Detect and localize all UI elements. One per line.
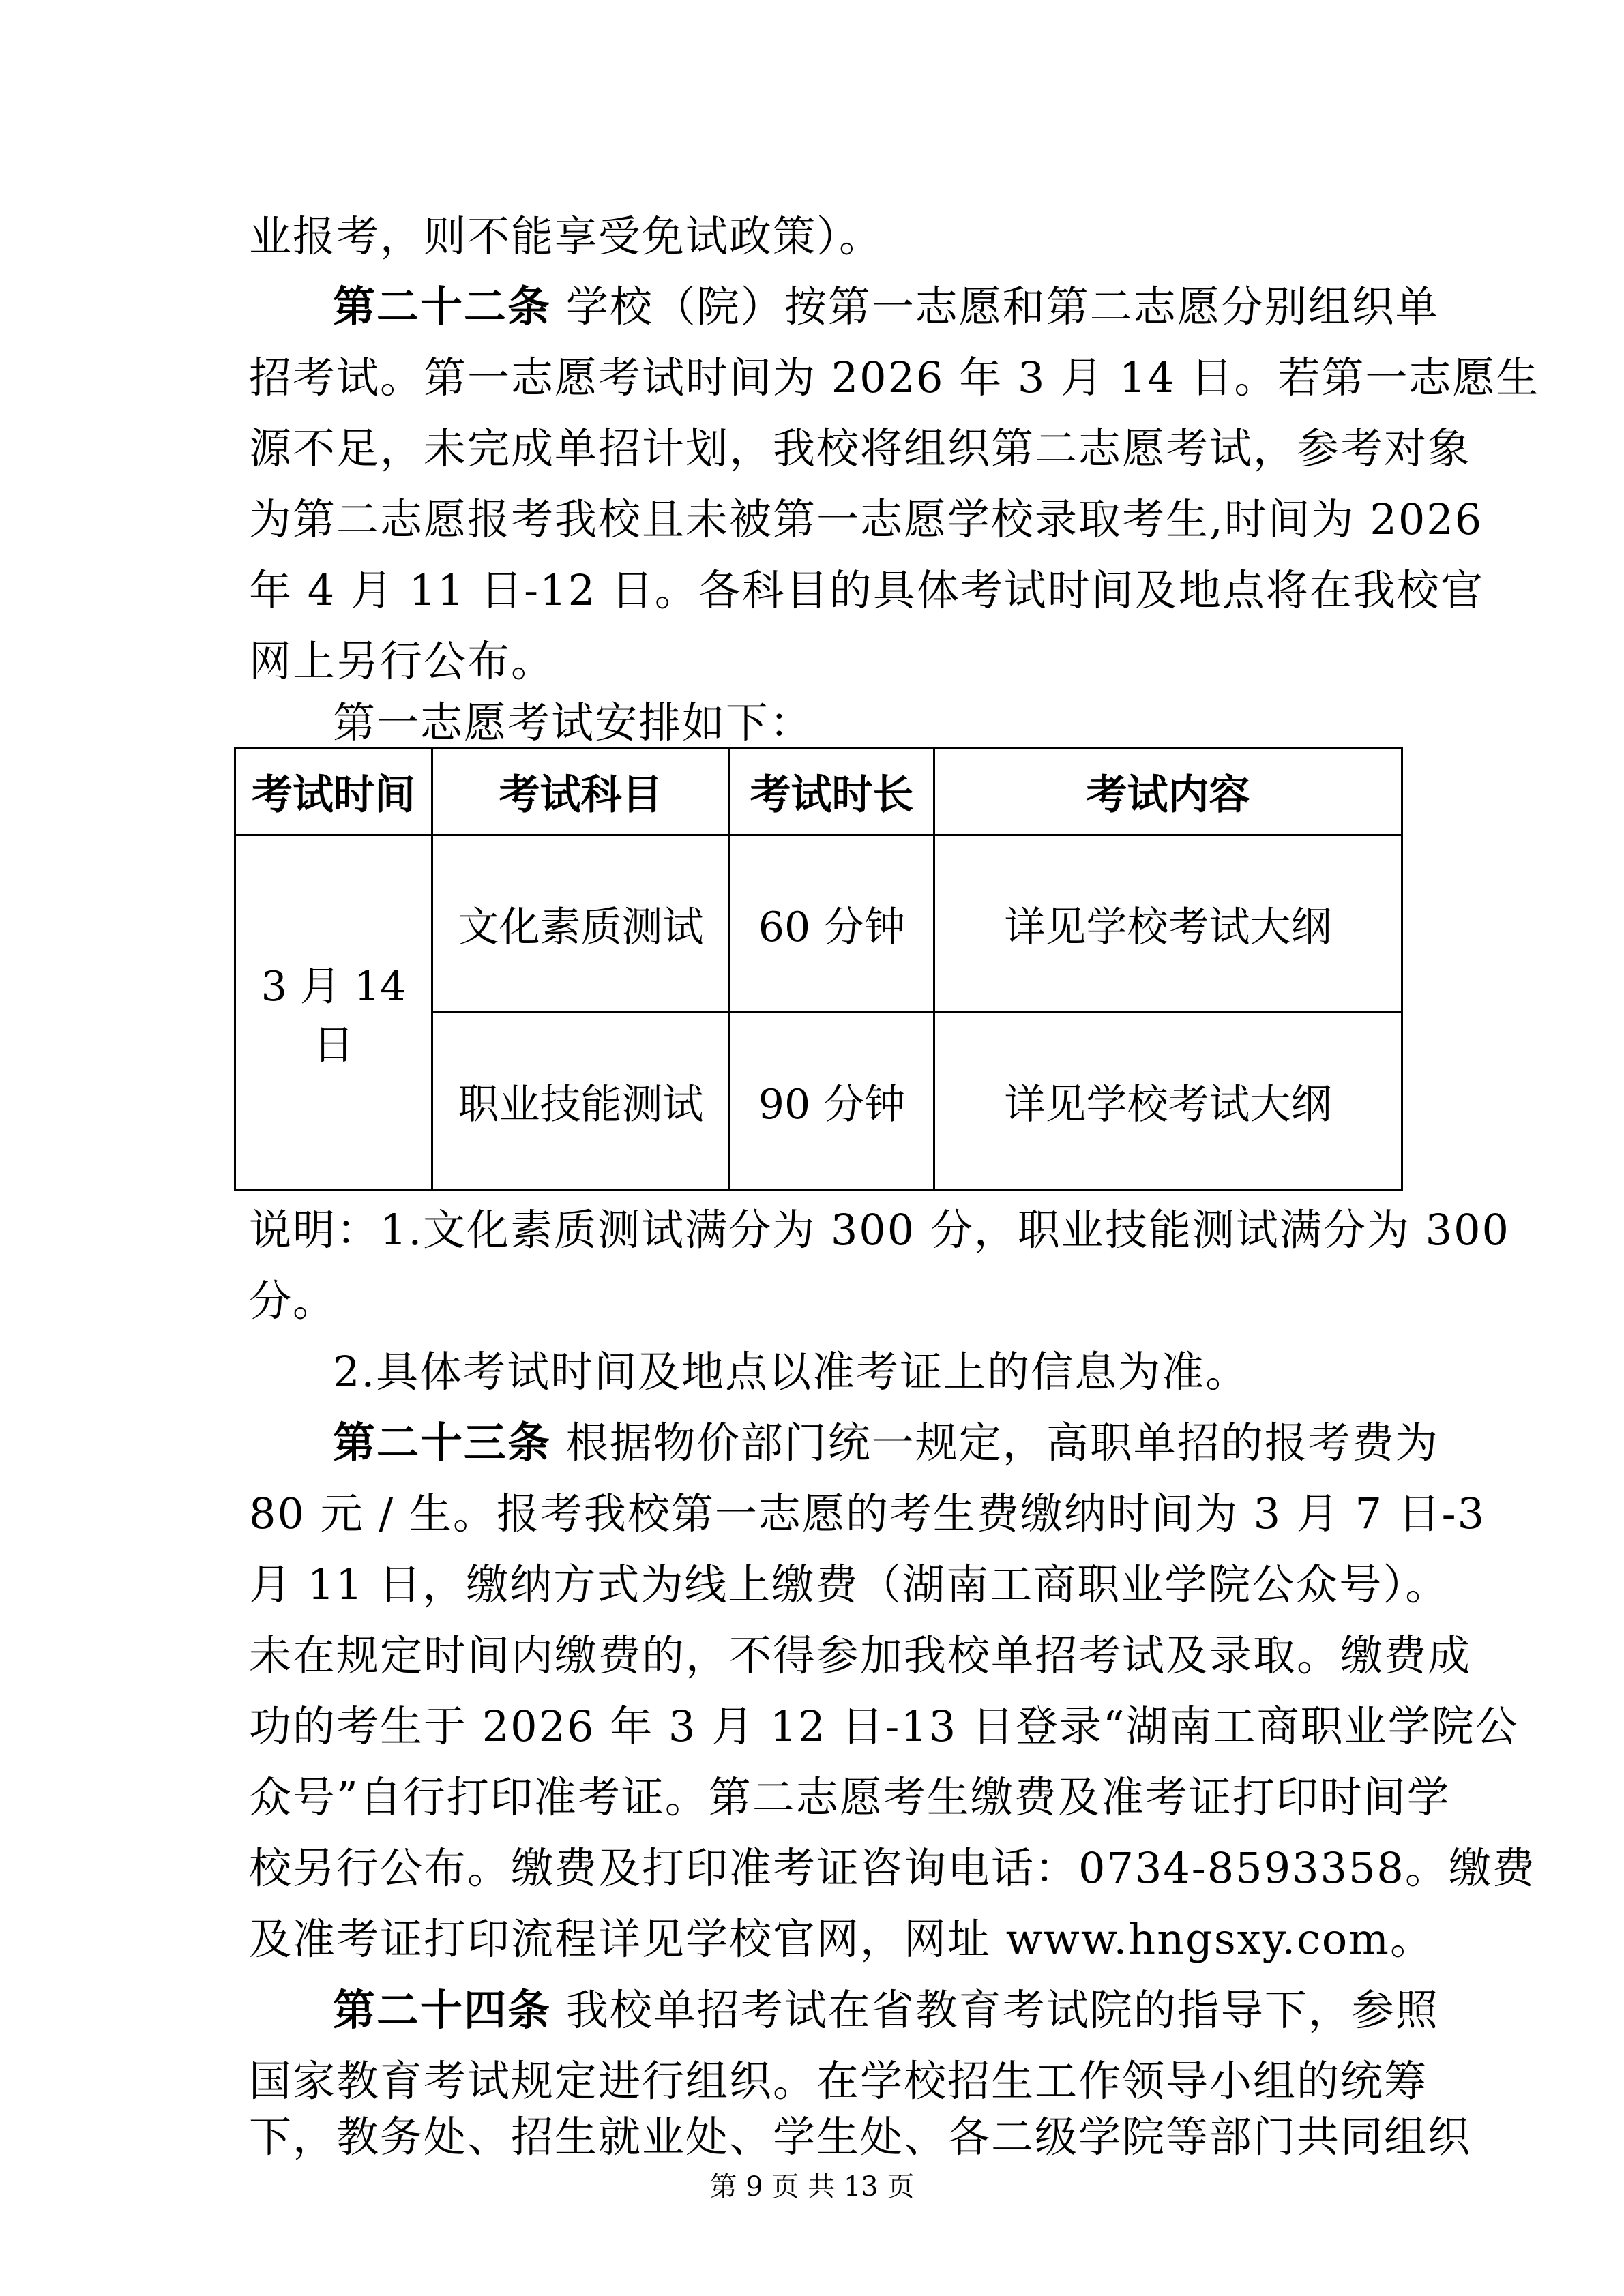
note-line: 说明：1.文化素质测试满分为 300 分，职业技能测试满分为 300	[249, 1205, 1510, 1255]
table-row	[235, 835, 1402, 1013]
paragraph-text: 学校（院）按第一志愿和第二志愿分别组织单	[551, 282, 1439, 331]
paragraph-line: 功的考生于 2026 年 3 月 12 日-13 日登录“湖南工商职业学院公	[249, 1701, 1519, 1751]
paragraph-text: 根据物价部门统一规定，高职单招的报考费为	[551, 1418, 1439, 1467]
paragraph-line: 源不足，未完成单招计划，我校将组织第二志愿考试，参考对象	[249, 423, 1472, 473]
article-22-line	[333, 271, 1439, 342]
paragraph-line: 下，教务处、招生就业处、学生处、各二级学院等部门共同组织	[249, 2112, 1472, 2162]
table-header-row	[235, 748, 1402, 835]
paragraph-line: 未在规定时间内缴费的，不得参加我校单招考试及录取。缴费成	[249, 1630, 1472, 1680]
paragraph-line: 国家教育考试规定进行组织。在学校招生工作领导小组的统筹	[249, 2056, 1428, 2106]
table-caption: 第一志愿考试安排如下：	[333, 698, 814, 747]
note-line: 2.具体考试时间及地点以准考证上的信息为准。	[333, 1347, 1250, 1397]
header-exam-subject: 考试科目	[432, 748, 730, 835]
paragraph-text: 我校单招考试在省教育考试院的指导下，参照	[551, 1985, 1439, 2035]
paragraph-line: 年 4 月 11 日-12 日。各科目的具体考试时间及地点将在我校官	[249, 565, 1484, 615]
article-24-label: 第二十四条	[333, 1985, 552, 2035]
header-exam-time: 考试时间	[235, 748, 432, 835]
page-footer: 第 9 页 共 13 页	[709, 2171, 915, 2203]
article-23-label: 第二十三条	[333, 1418, 552, 1467]
paragraph-line: 网上另行公布。	[249, 636, 555, 686]
paragraph-line: 及准考证打印流程详见学校官网，网址 www.hngsxy.com。	[249, 1914, 1434, 1964]
article-22-label: 第二十二条	[333, 282, 552, 331]
paragraph-line: 业报考，则不能享受免试政策）。	[249, 211, 883, 261]
content-cell: 详见学校考试大纲	[934, 835, 1402, 1013]
subject-cell: 职业技能测试	[432, 1013, 730, 1190]
content-cell: 详见学校考试大纲	[934, 1013, 1402, 1190]
paragraph-line: 为第二志愿报考我校且未被第一志愿学校录取考生,时间为 2026	[249, 494, 1483, 544]
article-23-line	[333, 1407, 1439, 1478]
duration-cell: 90 分钟	[730, 1013, 934, 1190]
paragraph-line: 招考试。第一志愿考试时间为 2026 年 3 月 14 日。若第一志愿生	[249, 353, 1540, 402]
subject-cell: 文化素质测试	[432, 835, 730, 1013]
paragraph-line: 校另行公布。缴费及打印准考证咨询电话：0734-8593358。缴费	[249, 1843, 1536, 1893]
duration-cell: 60 分钟	[730, 835, 934, 1013]
paragraph-line: 月 11 日，缴纳方式为线上缴费（湖南工商职业学院公众号）。	[249, 1560, 1449, 1609]
note-line: 分。	[249, 1276, 337, 1326]
paragraph-line: 80 元 / 生。报考我校第一志愿的考生费缴纳时间为 3 月 7 日-3	[249, 1489, 1486, 1538]
exam-schedule-table	[234, 747, 1403, 1191]
header-exam-content: 考试内容	[934, 748, 1402, 835]
article-24-line	[333, 1975, 1439, 2046]
paragraph-line: 众号”自行打印准考证。第二志愿考生缴费及准考证打印时间学	[249, 1772, 1451, 1822]
header-exam-duration: 考试时长	[730, 748, 934, 835]
exam-date-cell: 3 月 14 日	[235, 835, 432, 1190]
